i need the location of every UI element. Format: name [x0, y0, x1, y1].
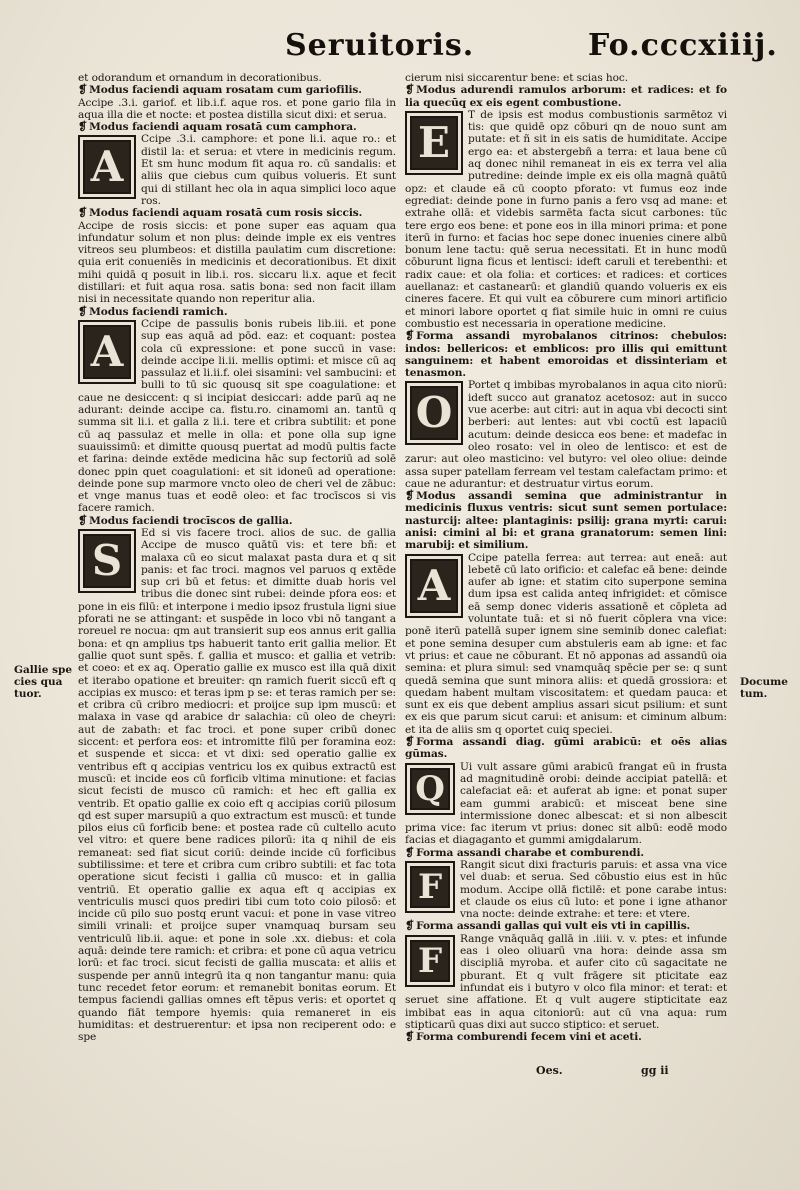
paragraph-text: Ccipe de passulis bonis rubeis lib.iii. et pone sup eas aquā ad pōd. eaz: et coquant: postea cola cū expressione: et pone succū in vase: deinde accipe li.ii. mellis optimi: et misce cū aq passulaz et li.ii.f. olei sisamini: vel sambucini: et bulli to tū sic quousq sit spe coagulatione: et caue ne desiccent: q si incipiat desiccari: adde parū aq ne adurant: deinde accipe ca. fistu.ro. cinamomi an. tantū q summa sit li.i. et galla z li.i. tere et cribra subtilit: et pone cū aq passulaz et melle in olla: et pone olla sup igne suauissimū: et dimitte quousq puertat ad modū pultis facte et farina: deinde extēde medicina hāc sup fectoriū ad solē donec ppin quet coagulationi: et sit idoneū ad operatione: deinde pone sup marmore vncto oleo de cheri vel de zābuc: et vnge manus tuas et eodē oleo: et fac trocīscos si vis facere ramich. [78, 317, 396, 515]
rubric-heading [78, 306, 396, 318]
decorated-initial-e-icon [405, 111, 463, 175]
left-column [78, 72, 396, 1043]
rubric-text: Forma assandi charabe et comburendi. [416, 846, 644, 859]
initial-letter: A [90, 326, 124, 376]
rubric-heading [78, 207, 396, 219]
text-paragraph: Accipe .3.i. gariof. et lib.i.f. aque ros. et pone gario fila in aqua illa die et nocte: et postea distilla sicut dixi: et serua. [78, 96, 396, 121]
rubric-heading [78, 84, 396, 96]
decorated-initial-q-icon [405, 763, 455, 815]
initial-letter: F [417, 940, 443, 981]
decorated-initial-f-icon [405, 935, 455, 987]
decorated-initial-f-icon [405, 861, 455, 913]
decorated-initial-s-icon [78, 529, 136, 593]
text-paragraph [405, 379, 727, 490]
rubric-heading [405, 84, 727, 109]
initial-letter: O [415, 388, 453, 438]
text-paragraph [78, 133, 396, 207]
initial-letter: A [417, 560, 451, 610]
text-paragraph [405, 761, 727, 847]
signature-mark: gg ii [641, 1064, 669, 1077]
rubric-heading [405, 490, 727, 551]
rubric-heading [405, 330, 727, 379]
paragraph-text: Portet q imbibas myrobalanos in aqua cito niorū: ideft succo aut granatoz acetosoz: aut in succo vue acerbe: aut citri: aut in aqua vbi decocti sint berberi: aut lentes: aut vbi coctū est lapaciū acutum: deinde desicca eos bene: et madefac in oleo rosato: vel in oleo de lentisco: et est de zarur: aut oleo masticino: vel butyro: vel oleo oliue: deinde assa super patellam ferream vel testam calefactam primo: et caue ne adurantur: et destruatur virtus eorum. [405, 379, 727, 490]
rubric-text: Modus assandi semina que administrantur in medicinis fluxus ventris: sicut sunt semen portulace: nasturcij: altee: plantaginis: psilij: grana myrti: carui: anisi: cimini al bi: et grana granatorum: semen lini: marubij: et similium. [405, 490, 727, 552]
rubric-heading [78, 515, 396, 527]
rubric-text: Modus faciendi aquam rosatā cum camphora. [89, 121, 357, 134]
rubric-heading [405, 920, 727, 932]
initial-letter: A [90, 142, 124, 192]
pilcrow-icon: ❡ [78, 120, 88, 134]
pilcrow-icon: ❡ [405, 83, 415, 97]
catchword: Oes. [536, 1064, 563, 1077]
right-column [405, 72, 727, 1043]
rubric-text: Modus faciendi ramich. [89, 305, 228, 318]
margin-note-left: Gallie spe cies qua tuor. [14, 664, 73, 700]
text-paragraph [405, 859, 727, 920]
pilcrow-icon: ❡ [405, 919, 415, 933]
rubric-text: Forma comburendi fecem vini et aceti. [416, 1031, 642, 1044]
initial-letter: F [417, 867, 443, 907]
pilcrow-icon: ❡ [405, 1030, 415, 1044]
pilcrow-icon: ❡ [78, 304, 88, 318]
paragraph-text: Ed si vis facere troci. alios de suc. de gallia Accipe de musco quātū vis: et tere bñ: et malaxa cū eo sicut malaxat pasta dura et q sit panis: et fac troci. magnos vel paruos q extēde sup cri bū et fetus: et dimitte duab horis vel tribus die donec sint rubei: deinde pfora eos: et pone in eis filū: et interpone i medio ipsoz frustula ligni siue pforati ne se attingant: et suspēde in loco vbi nō tangant a roreuel re nocua: qm aut transierit sup eos annus erit gallia bona: et qn amplius tps habuerit tanto erit gallia melior. Et gallie quot sunt spēs. f. gallia et musco: et gallia et vetrib: et coeo: et ex aq. Operatio gallie ex musco est illa quā dixit et iterabo opatione et breuiter: qn ramich fuerit siccū eft q accipias ex musco: et teras ipm p se: et teras ramich per se: et cribra cū cribro mediocri: et proijce sup ipm muscū: et malaxa in vase qd arabice dr salachia: cū oleo de cheyri: aut de zabath: et fac troci. et pone super cribū donec siccent: et perfora eos: et intromitte filū per foramina eoz: et suspende et sicca: et vt dixi: sed operatio gallie ex ventribus eft q accipias ventricu los ex quibus extractū est muscū: et incide eos cū forficib vltima minutione: et facias sicut fecisti de musco cū ramich: et hec eft gallia ex ventrib. Et opatio gallie ex coio eft q accipias coriū pilosum qd est super marsupiū a quo extractum est muscū: et tunde pilos eius cū forficib bene: et postea rade cū cultello acuto vel vitro: et quere bene radices pilorū: ita q nihil de eis remaneat: sed fiat sicut coriū: deinde incide cū forficibus subtilissime: et tere et cribra cum cribro subtili: et fac tota operatione sicut fecisti i gallia cū musco: et in gallia ventriū. Et operatio gallie ex aqua eft q accipias ex ventriculis musci quos prediri tibi cum toto coio pilosō: et incide cū pilo suo postq erunt vacui: et pone in vase vitreo simili vrinali: et proijce super vnamquaq bursam seu ventriculū lib.ii. aque: et pone in sole .xx. diebus: et cola aquā: deinde tere ramich: et cribra: et pone cū aqua vetricu lorū: et fac troci. sicut fecisti de gallia muscata: et aliis et suspende per annū integrū ita q non tangantur manu: quia tunc recedet fetor eorum: et remanebit bonitas eorum. Et tempus faciendi gallias omnes eft tēpus veris: et oportet q quando fiāt tempore hyemis: quia remaneret in eis humiditas: et destruerentur: et ipsa non reciperent odo: e spe [78, 526, 396, 1044]
text-paragraph [405, 933, 727, 1031]
pilcrow-icon: ❡ [78, 513, 88, 527]
decorated-initial-a-icon [405, 554, 463, 618]
text-paragraph [78, 318, 396, 515]
decorated-initial-a-icon [78, 135, 136, 199]
folio-number: Fo.cccxiiij. [588, 28, 778, 63]
text-paragraph: cierum nisi siccarentur bene: et scias hoc. [405, 72, 629, 84]
rubric-text: Forma assandi diag. gūmi arabicū: et oēs alias gūmas. [405, 736, 727, 761]
pilcrow-icon: ❡ [405, 489, 415, 503]
text-paragraph [405, 109, 727, 330]
rubric-heading [405, 736, 727, 761]
pilcrow-icon: ❡ [405, 845, 415, 859]
text-paragraph [78, 527, 396, 1043]
initial-letter: S [91, 535, 123, 585]
rubric-text: Modus faciendi trocīscos de gallia. [89, 514, 293, 527]
decorated-initial-o-icon [405, 381, 463, 445]
rubric-text: Modus faciendi aquam rosatam cum gariofilis. [89, 84, 362, 97]
pilcrow-icon: ❡ [78, 206, 88, 220]
initial-letter: E [418, 117, 450, 167]
paragraph-text: Ccipe .3.i. camphore: et pone li.i. aque ro.: et distil la: et serua: et vtere in medicinis regum. Et sm hunc modum fit aqua ro. cū sandalis: et aliis que ciebus cum quibus volueris. Et sunt qui di stillant hec ola in aqua simplici loco aque ros. [141, 133, 396, 207]
pilcrow-icon: ❡ [405, 329, 415, 343]
text-paragraph: et odorandum et ornandum in decorationibus. [78, 72, 322, 84]
decorated-initial-a-icon [78, 320, 136, 384]
margin-note-right: Docume tum. [740, 676, 788, 700]
rubric-heading [78, 121, 396, 133]
initial-letter: Q [415, 768, 445, 809]
rubric-text: Forma assandi myrobalanos citrinos: chebulos: indos: bellericos: et emblicos: pro illis qui emittunt sanguinem: et habent emoroidas et dissinteriam et tenasmon. [405, 330, 727, 380]
running-head-title: Seruitoris. [285, 28, 475, 63]
rubric-heading [405, 1031, 727, 1043]
paragraph-text: T de ipsis est modus combustionis sarmētoz vi tis: que quidē opz cōburi qn de nouo sunt am putate: et ñ sit in eis satis de humiditate. Accipe ergo ea: et abstergebñ a terra: et laua bene cū aq donec nihil remaneat in eis ex terra vel alia putredine: deinde imple ex eis olla magnā quātū opz: et claude eā cū coopto pforato: vt fumus eoz inde egrediat: deinde pone in furno panis a fero vsq ad mane: et extrahe ollā: et videbis sarmēta facta sicut carbones: tūc tere ergo eos bene: et pone eos in illa minori prima: et pone iterū in furno: et facias hoc sepe donec inuenies cinere albū bonum lene tactu: quē serua necessitati. Et in hunc modū cōburunt ligna ficus et lentisci: ideft caruli et terebenthi: et radix caue: et ola folia: et cortices: et radices: et cortices auellanaz: et castanearū: et glandiū quando volueris ex eis cineres facere. Et qui vult ea cōburere cum minori artificio et minori labore oportet q fiat simile huic in omni re cuius combustio est necessaria in operatione medicine. [405, 108, 727, 330]
pilcrow-icon: ❡ [405, 735, 415, 749]
text-paragraph [405, 552, 727, 736]
pilcrow-icon: ❡ [78, 83, 88, 97]
paragraph-text: Range vnāquāq gallā in .iiii. v. v. ptes: et infunde eas i oleo oliuarū vna hora: deinde assa sm discipliā myroba. et aufer cito cū sagacitate ne pburant. Et q vult frāgere sit pticitate eaz infundat eis i butyro v olco fila minor: et terat: et seruet sine affatione. Et q vult augere stipticitate eaz imbibat eas in aqua citoniorū: aut cū vna aqua: rum stipticarū quas dixi aut succo stiptico: et seruet. [405, 932, 727, 1031]
paragraph-text: Ui vult assare gūmi arabicū frangat eū in frusta ad magnitudinē orobi: deinde accipiat patellā: et calefaciat eā: et auferat ab igne: et ponat super eam gummi arabicū: et misceat bene sine intermissione donec albescat: et si non albescit prima vice: fac iterum vt prius: donec sit albū: eodē modo facias et diagaganto et gummi amigdalarum. [405, 760, 727, 847]
rubric-text: Modus faciendi aquam rosatā cum rosis siccis. [89, 207, 363, 220]
paragraph-text: Ccipe patella ferrea: aut terrea: aut eneā: aut lebetē cū lato orificio: et calefac eā bene: deinde aufer ab igne: et statim cito superpone semina dum ipsa est calida anteq infrigidet: et cōmisce eā semp donec videris assationē et cōpleta ad voluntate tuā: et si nō fuerit cōplera vna vice: ponē iterū patellā super ignem sine seminib donec calefiat: et pone semina desuper cum abstuleris eam ab igne: et fac vt prius: et caue ne cōburant. Et nō apponas ad assandū oia semina: et plura simul: sed vnamquāq spēcie per se: q sunt quedā semina que sunt minora aliis: et quedā grossiora: et quedam habent multam viscositatem: et quedam pauca: et sunt ex eis que debent amplius assari sicut psilium: et sunt ex eis que parum sicut carui: et anisum: et ciminum album: et ita de aliis sm q oportet cuiq speciei. [405, 551, 727, 736]
rubric-text: Forma assandi gallas qui vult eis vti in capillis. [416, 920, 691, 933]
text-paragraph: Accipe de rosis siccis: et pone super eas aquam qua infundatur solum et non plus: deinde imple ex eis ventres vitreos seu plumbeos: et distilla paulatim cum discretione: quia erit conueniēs in medicinis et decorationibus. Et dixit mihi quidā q posuit in lib.i. ros. siccaru li.x. aque et fecit distillari: et fuit aqua rosa. satis bona: sed non facit illam nisi in necessitate quando non reperitur alia. [78, 219, 396, 306]
rubric-heading [405, 847, 727, 859]
rubric-text: Modus adurendi ramulos arborum: et radices: et fo lia quecūq ex eis egent combustione. [405, 84, 727, 109]
paragraph-text: Rangit sicut dixi fracturis paruis: et assa vna vice vel duab: et serua. Sed cōbustio eius est in hūc modum. Accipe ollā fictilē: et pone carabe intus: et claude os eius cū luto: et pone i igne athanor vna nocte: deinde extrahe: et tere: et vtere. [460, 859, 727, 921]
